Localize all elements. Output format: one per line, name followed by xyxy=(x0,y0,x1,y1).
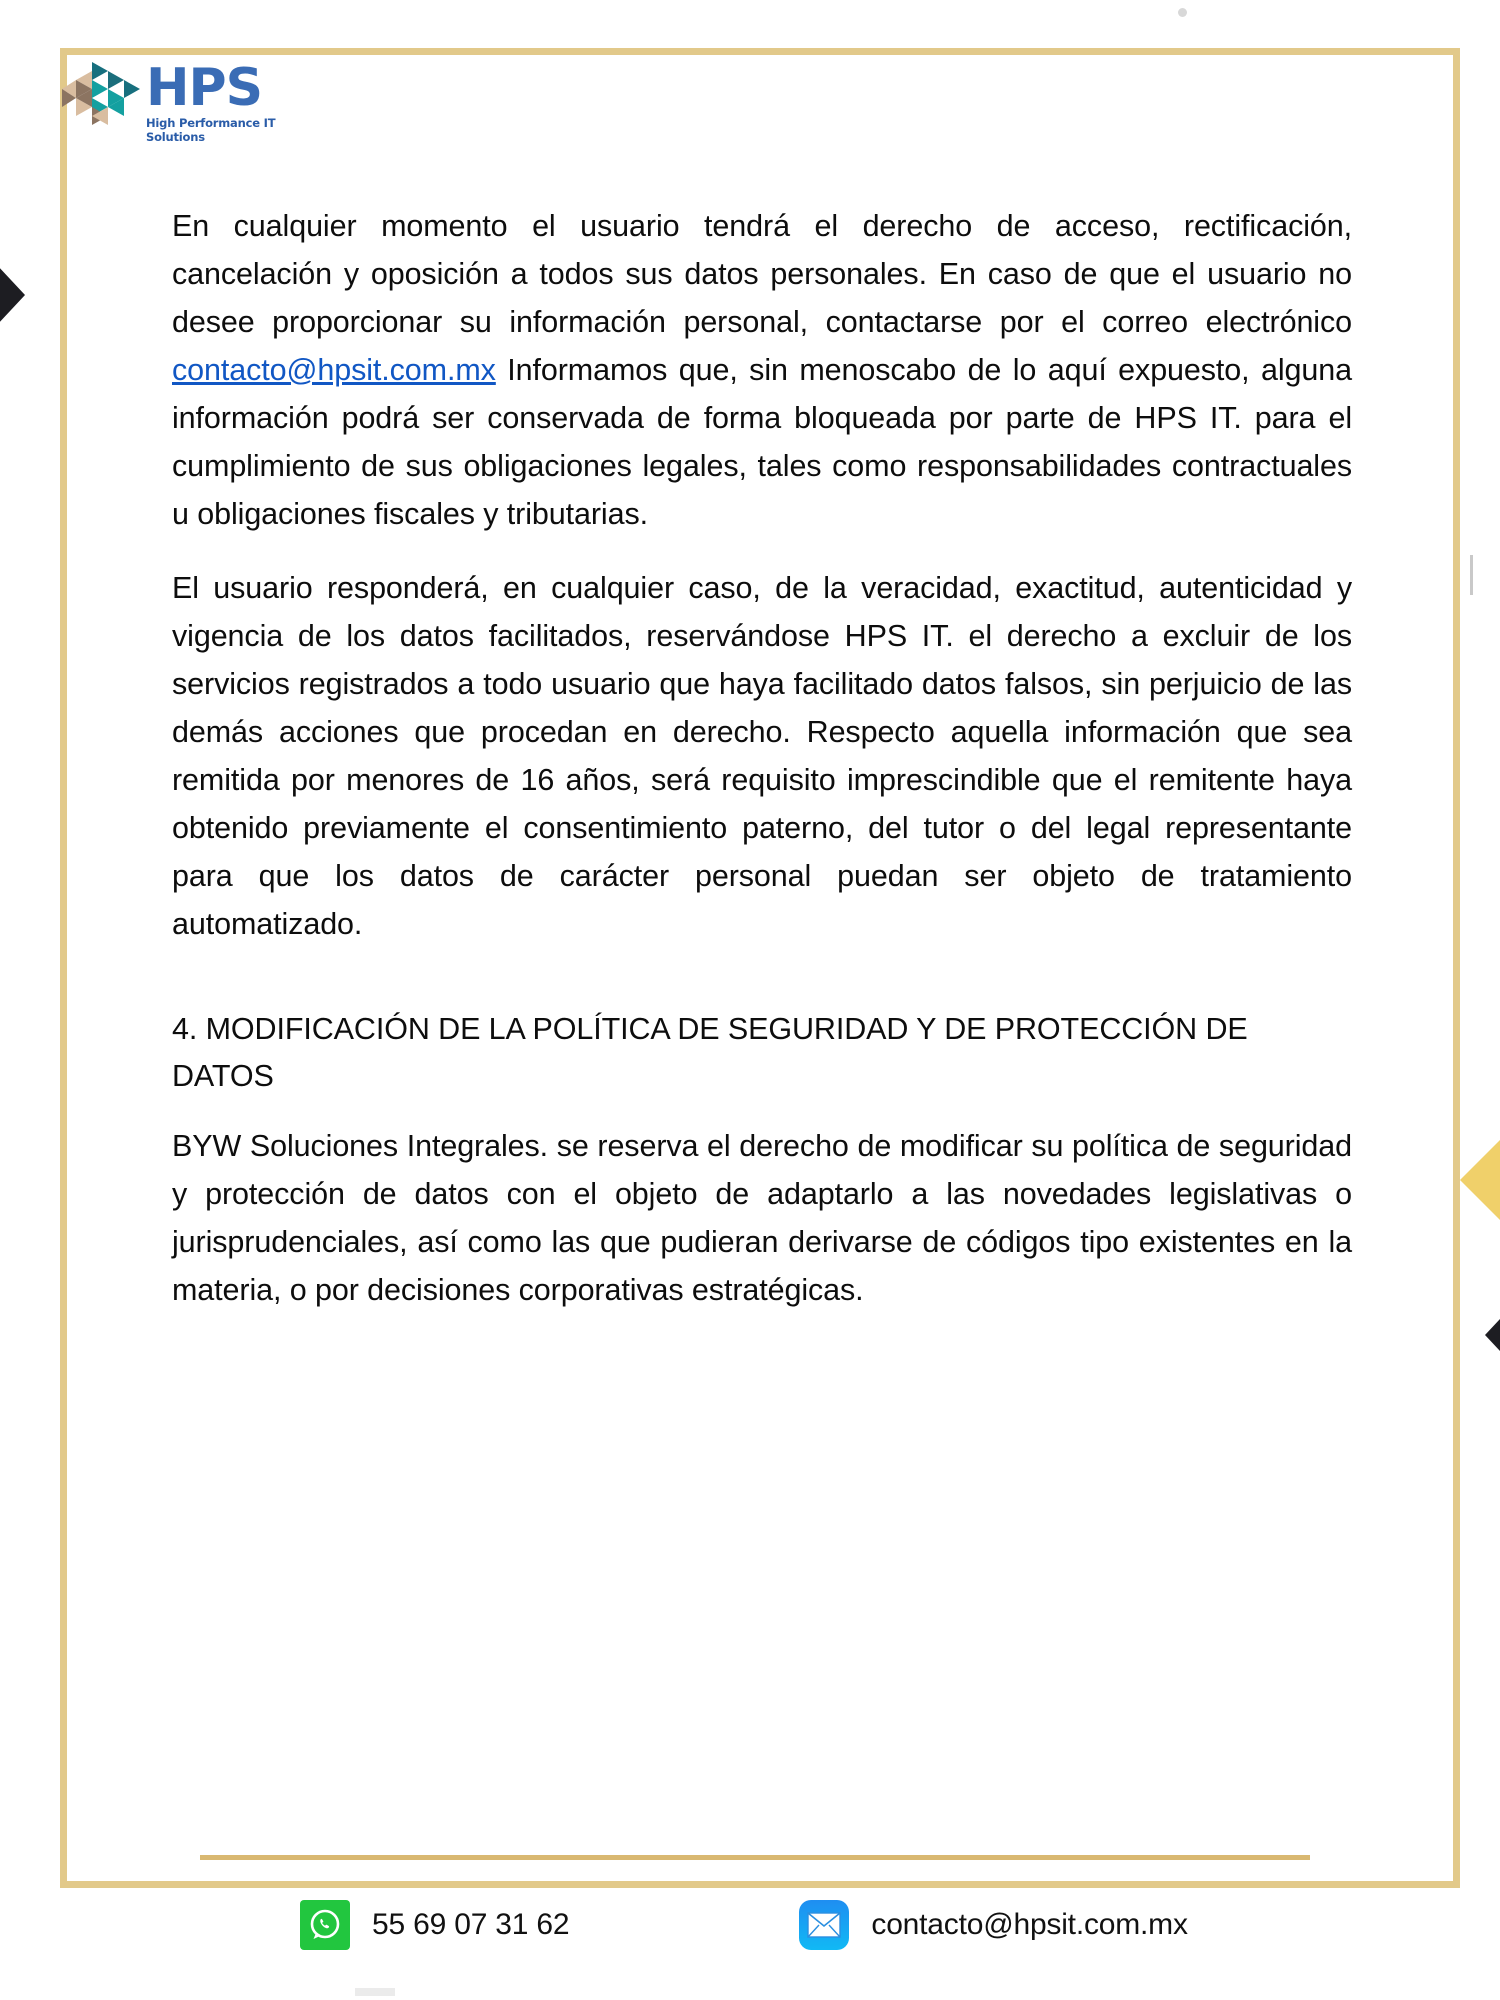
whatsapp-icon[interactable] xyxy=(300,1900,350,1950)
document-body xyxy=(172,202,1352,1340)
hps-logo-tagline: High Performance IT Solutions xyxy=(146,116,276,144)
contact-email-link[interactable]: contacto@hpsit.com.mx xyxy=(172,353,496,387)
footer-email-item xyxy=(799,1900,1187,1950)
footer-divider xyxy=(200,1855,1310,1860)
hps-logo-text: HPS xyxy=(146,58,263,118)
footer-phone-item xyxy=(300,1900,569,1950)
hps-logo xyxy=(62,58,324,144)
footer-phone-number: 55 69 07 31 62 xyxy=(372,1908,570,1941)
frame-border-bottom xyxy=(60,1881,1460,1888)
frame-border-right xyxy=(1453,48,1460,1888)
corner-speck-decoration xyxy=(1178,8,1187,17)
paragraph-user-responsibility: El usuario responderá, en cualquier caso, de la veracidad, exactitud, autenticidad y vigencia de los datos facilitados, reservándose HPS IT. el derecho a excluir de los servicios registrados a todo usuario que haya facilitado datos falsos, sin perjuicio de las demás acciones que procedan en derecho. Respecto aquella información que sea remitida por menores de 16 años, será requisito imprescindible que el remitente haya obtenido previamente el consentimiento paterno, del tutor o del legal representante para que los datos de carácter personal puedan ser objeto de tratamiento automatizado. xyxy=(172,571,1352,941)
paragraph-access-rights-text-before: En cualquier momento el usuario tendrá el derecho de acceso, rectificación, cancelación y oposición a todos sus datos personales. En caso de que el usuario no desee proporcionar su información personal, contactarse por el correo electrónico xyxy=(172,209,1352,339)
footer-email-address: contacto@hpsit.com.mx xyxy=(871,1908,1188,1941)
hps-logo-mark-icon xyxy=(62,60,142,134)
envelope-icon[interactable] xyxy=(799,1900,849,1950)
paragraph-access-rights-text-after: Informamos que, sin menoscabo de lo aquí expuesto, alguna información podrá ser conservada de forma bloqueada por parte de HPS IT. para el cumplimiento de sus obligaciones legales, tales como responsabilidades contractuales u obligaciones fiscales y tributarias. xyxy=(172,353,1352,531)
chevron-left-gold-decoration xyxy=(0,340,90,590)
hps-logo-wordmark-group xyxy=(146,58,324,144)
frame-border-top xyxy=(60,48,1460,55)
bottom-speck-decoration xyxy=(355,1988,395,1996)
chevron-right-dark-decoration xyxy=(1330,1180,1500,1490)
footer-contact-bar xyxy=(200,1890,1310,1960)
section-4-heading: 4. MODIFICACIÓN DE LA POLÍTICA DE SEGURIDAD Y DE PROTECCIÓN DE DATOS xyxy=(172,1012,1248,1093)
right-edge-tick-decoration xyxy=(1470,555,1473,595)
paragraph-access-rights xyxy=(172,202,1352,538)
paragraph-section-4-body: BYW Soluciones Integrales. se reserva el derecho de modificar su política de seguridad y protección de datos con el objeto de adaptarlo a las novedades legislativas o jurisprudenciales, así como las que pudieran derivarse de códigos tipo existentes en la materia, o por decisiones corporativas estratégicas. xyxy=(172,1129,1352,1307)
